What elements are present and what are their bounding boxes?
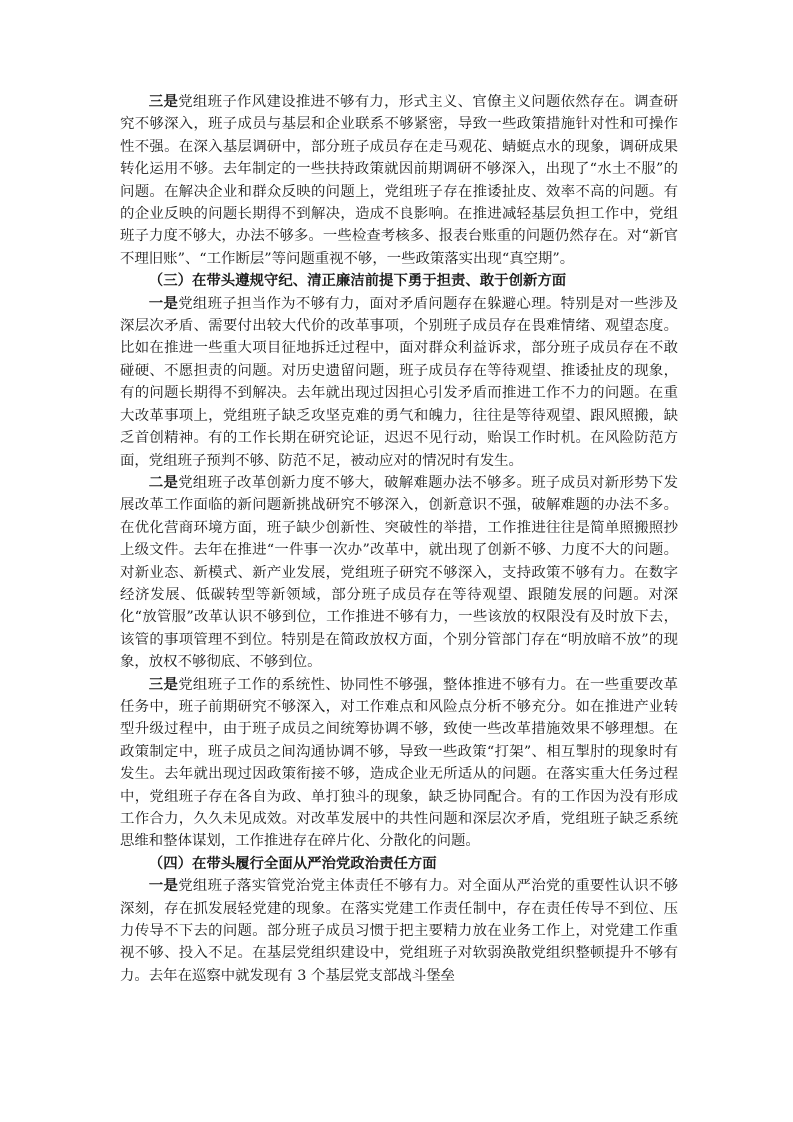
paragraph-text: 党组班子作风建设推进不够有力，形式主义、官僚主义问题依然存在。调查研究不够深入，班子成员与基层和企业联系不够紧密，导致一些政策措施针对性和可操作性不强。在深入基层调研中，部分班子成员存在走马观花、蜻蜓点水的现象，调研成果转化运用不够。去年制定的一些扶持政策就因前期调研不够深入，出现了“水土不服”的问题。在解决企业和群众反映的问题上，党组班子存在推诿扯皮、效率不高的问题。有的企业反映的问题长期得不到解决，造成不良影响。在推进减轻基层负担工作中，党组班子力度不够大，办法不够多。一些检查考核多、报表台账重的问题仍然存在。对“新官不理旧账”、“工作断层”等问题重视不够，一些政策落实出现“真空期”。	[120, 94, 678, 267]
paragraph-coordination	[120, 674, 678, 853]
paragraph-lead: 一是	[148, 294, 179, 312]
paragraph-text: 党组班子担当作为不够有力，面对矛盾问题存在躲避心理。特别是对一些涉及深层次矛盾、需要付出较大代价的改革事项，个别班子成员存在畏难情绪、观望态度。比如在推进一些重大项目征地拆迁过程中，面对群众利益诉求，部分班子成员存在不敢碰硬、不愿担责的问题。对历史遗留问题，班子成员存在等待观望、推诿扯皮的现象，有的问题长期得不到解决。去年就出现过因担心引发矛盾而推进工作不力的问题。在重大改革事项上，党组班子缺乏攻坚克难的勇气和魄力，往往是等待观望、跟风照搬，缺乏首创精神。有的工作长期在研究论证，迟迟不见行动，贻误工作时机。在风险防范方面，党组班子预判不够、防范不足，被动应对的情况时有发生。	[120, 295, 678, 469]
paragraph-lead: 三是	[148, 675, 179, 693]
paragraph-lead: 三是	[148, 93, 179, 110]
paragraph-lead: 一是	[148, 877, 179, 895]
paragraph-text: 党组班子落实管党治党主体责任不够有力。对全面从严治党的重要性认识不够深刻，存在抓发展轻党建的现象。在落实党建工作责任制中，存在责任传导不到位、压力传导不下去的问题。部分班子成员习惯于把主要精力放在业务工作上，对党建工作重视不够、投入不足。在基层党组织建设中，党组班子对软弱涣散党组织整顿提升不够有力。去年在巡察中就发现有 3 个基层党支部战斗堡垒	[120, 878, 678, 984]
paragraph-text: 党组班子工作的系统性、协同性不够强，整体推进不够有力。在一些重要改革任务中，班子前期研究不够深入，对工作难点和风险点分析不够充分。如在推进产业转型升级过程中，由于班子成员之间统筹协调不够，致使一些改革措施效果不够理想。在政策制定中，班子成员之间沟通协调不够，导致一些政策“打架”、相互掣肘的现象时有发生。去年就出现过因政策衔接不够，造成企业无所适从的问题。在落实重大任务过程中，党组班子存在各自为政、单打独斗的现象，缺乏协同配合。有的工作因为没有形成工作合力，久久未见成效。对改革发展中的共性问题和深层次矛盾，党组班子缺乏系统思维和整体谋划，工作推进存在碎片化、分散化的问题。	[120, 676, 678, 850]
section-heading-three: （三）在带头遵规守纪、清正廉洁前提下勇于担责、敢于创新方面	[148, 272, 567, 290]
section-heading-four: （四）在带头履行全面从严治党政治责任方面	[148, 854, 437, 872]
paragraph-party-governance	[120, 875, 678, 987]
paragraph-lead: 二是	[148, 473, 179, 491]
paragraph-text: 党组班子改革创新力度不够大，破解难题办法不够多。班子成员对新形势下发展改革工作面临的新问题新挑战研究不够深入，创新意识不强，破解难题的办法不多。在优化营商环境方面，班子缺少创新性、突破性的举措，工作推进往往是简单照搬照抄上级文件。去年在推进“一件事一次办”改革中，就出现了创新不够、力度不大的问题。对新业态、新模式、新产业发展，党组班子研究不够深入，支持政策不够有力。在数字经济发展、低碳转型等新领域，部分班子成员存在等待观望、跟随发展的问题。对深化“放管服”改革认识不够到位，工作推进不够有力，一些该放的权限没有及时放下去，该管的事项管理不到位。特别是在简政放权方面，个别分管部门存在“明放暗不放”的现象，放权不够彻底、不够到位。	[120, 474, 678, 671]
paragraph-innovation	[120, 472, 678, 674]
paragraph-party-style	[120, 91, 678, 270]
paragraph-responsibility	[120, 293, 678, 472]
document-page	[120, 91, 678, 987]
